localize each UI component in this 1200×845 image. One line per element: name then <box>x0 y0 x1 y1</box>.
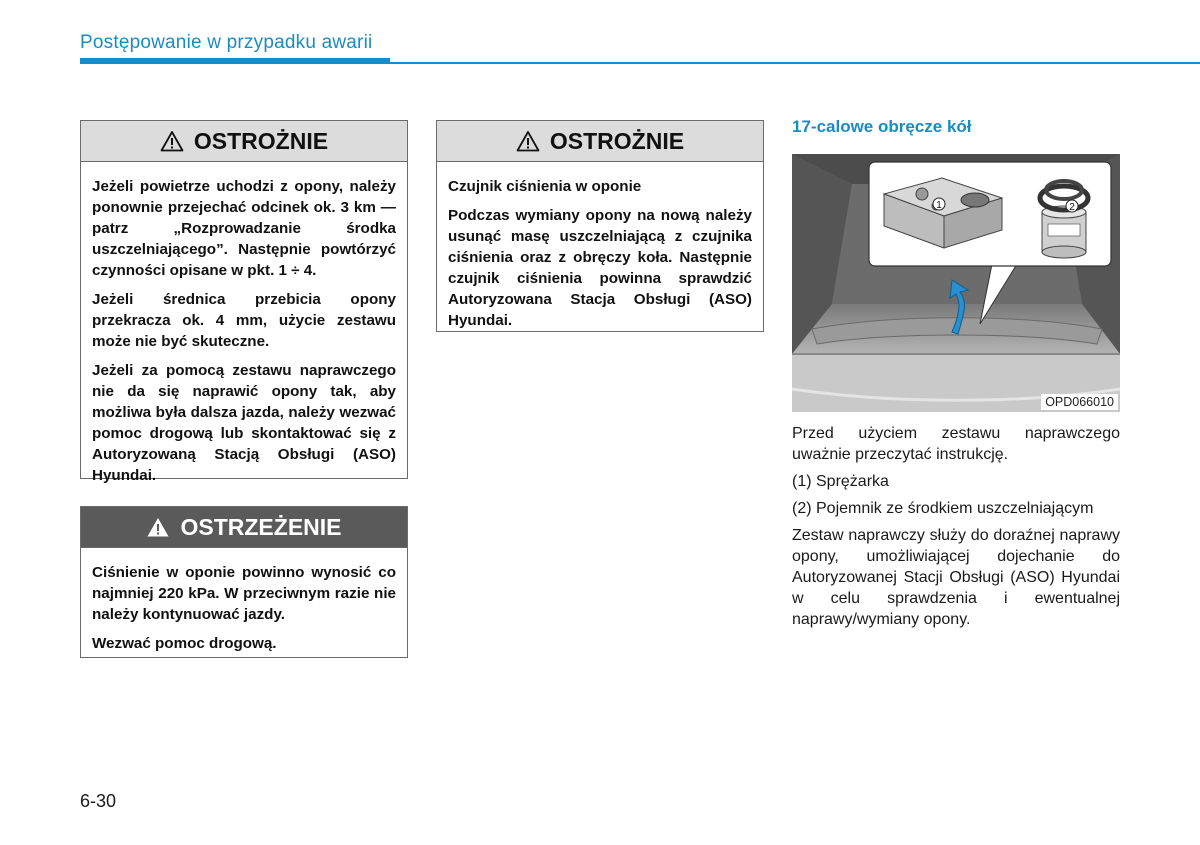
caution-box-header <box>81 121 407 162</box>
caution-box-header <box>437 121 763 162</box>
caution-paragraph: Jeżeli powietrze uchodzi z opony, należy ponownie przejechać odcinek ok. 3 km — patrz „Rozprowadzanie środka uszczelniającego”. Następnie powtórzyć czynności opisane w pkt. 1 ÷ 4. <box>92 178 396 279</box>
caution-box-title: OSTROŻNIE <box>549 127 685 154</box>
section-title: 17-calowe obręcze kół <box>792 117 972 136</box>
header-rule <box>390 62 1200 64</box>
caution-paragraph: Jeżeli średnica przebicia opony przekracza ok. 4 mm, użycie zestawu może nie być skuteczne. <box>92 291 396 350</box>
warning-triangle-icon <box>146 516 170 538</box>
figure-code: OPD066010 <box>1041 394 1118 410</box>
body-paragraph: Przed użyciem zestawu naprawczego uważnie przeczytać instrukcję. <box>792 425 1120 463</box>
warning-paragraph: Ciśnienie w oponie powinno wynosić co najmniej 220 kPa. W przeciwnym razie nie należy kontynuować jazdy. <box>92 564 396 623</box>
figure-label-2: 2 <box>1069 202 1075 213</box>
caution-paragraph: Podczas wymiany opony na nową należy usunąć masę uszczelniającą z czujnika ciśnienia oraz z obręczy koła. Następnie czujnik ciśnienia powinna sprawdzić Autoryzowana Stacja Obsługi (ASO) Hyundai. <box>448 207 752 329</box>
warning-box-header <box>81 507 407 548</box>
legend-item-compressor: (1) Sprężarka <box>792 473 889 490</box>
caution-box-pressure-sensor <box>436 120 764 332</box>
warning-triangle-icon <box>516 130 540 152</box>
figure-label-1: 1 <box>936 200 942 211</box>
repair-kit-description <box>792 423 1120 636</box>
warning-triangle-icon <box>160 130 184 152</box>
warning-paragraph: Wezwać pomoc drogową. <box>92 635 277 652</box>
caution-box-tire-repair <box>80 120 408 484</box>
page-number: 6-30 <box>80 791 117 811</box>
header-accent-bar <box>80 58 390 64</box>
body-paragraph: Zestaw naprawczy służy do doraźnej naprawy opony, umożliwiającej dojechanie do Autoryzowanej Stacji Obsługi (ASO) Hyundai w celu sprawdzenia i ewentualnej naprawy/wymiany opony. <box>792 527 1120 628</box>
trunk-repair-kit-figure <box>792 154 1120 412</box>
caution-paragraph: Jeżeli za pomocą zestawu naprawczego nie da się naprawić opony tak, aby możliwa była dalsza jazda, należy wezwać pomoc drogową lub skontaktować się z Autoryzowaną Stacją Obsługi (ASO) Hyundai. <box>92 362 396 484</box>
legend-item-sealant: (2) Pojemnik ze środkiem uszczelniającym <box>792 500 1094 517</box>
header-title: Postępowanie w przypadku awarii <box>80 32 373 53</box>
trunk-illustration <box>792 154 1120 412</box>
caution-subheading: Czujnik ciśnienia w oponie <box>448 178 642 195</box>
caution-box-title: OSTROŻNIE <box>193 127 329 154</box>
warning-box-title: OSTRZEŻENIE <box>180 513 342 540</box>
warning-box-pressure <box>80 506 408 658</box>
